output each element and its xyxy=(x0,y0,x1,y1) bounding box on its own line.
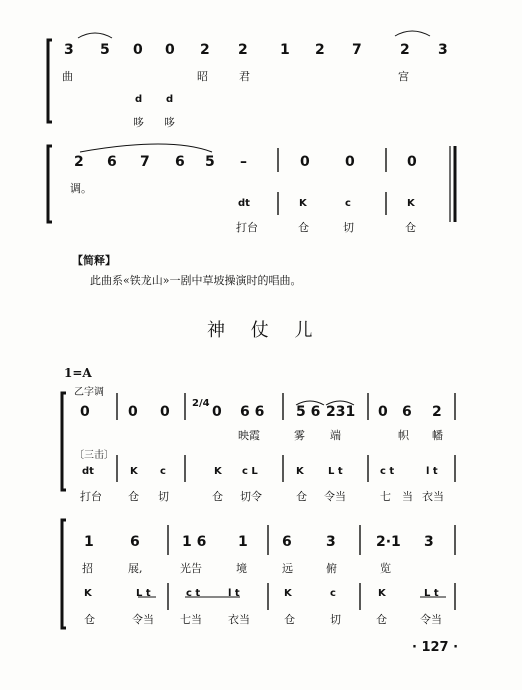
s3-perc: L t xyxy=(328,466,343,477)
s3-perc-lyric: 切 xyxy=(158,490,169,503)
s2-note: 7 xyxy=(140,154,150,170)
s4-lyric: 览 xyxy=(380,562,391,575)
s1-note: 2 xyxy=(200,42,210,58)
s1-note: 0 xyxy=(133,42,143,58)
s4-perc: L t xyxy=(424,588,439,599)
s1-note: 7 xyxy=(352,42,362,58)
s4-lyric: 光告 xyxy=(180,562,202,575)
s3-perc-lyric: 当 xyxy=(402,490,413,503)
s4-perc: c xyxy=(330,588,336,599)
s3-note: 5 6 xyxy=(296,404,321,420)
s4-perc-lyric: 七当 xyxy=(180,613,202,626)
s3-lyric: 幡 xyxy=(432,429,443,442)
s3-lyric: 帜 xyxy=(398,429,409,442)
s3-note: 0 xyxy=(160,404,170,420)
mode-label: 乙字调 xyxy=(74,387,104,398)
s4-note: 1 xyxy=(238,534,248,550)
s3-perc: K xyxy=(296,466,304,477)
s1-lyric: 昭 xyxy=(197,70,208,83)
s4-lyric: 招 xyxy=(82,562,93,575)
s2-perc: K xyxy=(299,198,307,209)
s4-lyric: 境 xyxy=(236,562,247,575)
s1-note: 2 xyxy=(400,42,410,58)
s2-perc-lyric: 仓 xyxy=(298,221,309,234)
s4-note: 6 xyxy=(130,534,140,550)
s3-perc: l t xyxy=(426,466,438,477)
s4-note: 1 xyxy=(84,534,94,550)
s4-note: 2·1 xyxy=(376,534,401,550)
s4-perc-lyric: 仓 xyxy=(376,613,387,626)
s3-note: 0 xyxy=(378,404,388,420)
s4-perc: c t xyxy=(186,588,201,599)
s2-note: – xyxy=(240,154,247,170)
s3-lyric: 映霞 xyxy=(238,429,260,442)
s3-perc-lyric: 打台 xyxy=(80,490,102,503)
s4-lyric: 俯 xyxy=(326,562,337,575)
s3-perc-lyric: 仓 xyxy=(212,490,223,503)
s4-perc-lyric: 衣当 xyxy=(228,613,250,626)
s4-perc-lyric: 仓 xyxy=(284,613,295,626)
song-title: 神 仗 儿 xyxy=(207,320,323,341)
key-signature: 1=A xyxy=(64,366,92,380)
s1-perc: d xyxy=(166,94,174,105)
s3-note: 2 xyxy=(432,404,442,420)
s3-perc-lyric: 七 xyxy=(380,490,391,503)
s1-perc-lyric: 哆 xyxy=(133,116,144,129)
s1-perc-lyric: 哆 xyxy=(164,116,175,129)
s3-perc: c t xyxy=(380,466,395,477)
s2-note: 0 xyxy=(300,154,310,170)
s4-note: 1 6 xyxy=(182,534,207,550)
s1-lyric: 宫 xyxy=(398,70,409,83)
s1-note: 3 xyxy=(438,42,448,58)
s4-perc-lyric: 切 xyxy=(330,613,341,626)
s1-lyric: 曲 xyxy=(62,70,73,83)
s2-note: 6 xyxy=(107,154,117,170)
s3-perc-lyric: 仓 xyxy=(296,490,307,503)
s2-note: 5 xyxy=(205,154,215,170)
s3-lyric: 端 xyxy=(330,429,341,442)
s3-perc-lyric: 切令 xyxy=(240,490,262,503)
s4-perc: K xyxy=(84,588,92,599)
s3-perc: c xyxy=(160,466,166,477)
s3-note: 6 xyxy=(402,404,412,420)
s4-perc: l t xyxy=(228,588,240,599)
s3-perc: K xyxy=(130,466,138,477)
s4-perc-lyric: 令当 xyxy=(132,613,154,626)
s3-perc-lyric: 令当 xyxy=(324,490,346,503)
system1-bracket xyxy=(48,40,52,122)
s4-lyric: 远 xyxy=(282,562,293,575)
s4-lyric: 展, xyxy=(128,562,143,575)
s3-note: 0 xyxy=(80,404,90,420)
notes-body: 此曲系«铁龙山»一剧中草坡操演时的唱曲。 xyxy=(90,274,302,287)
s4-perc: K xyxy=(378,588,386,599)
s1-note: 1 xyxy=(280,42,290,58)
system2-bracket xyxy=(48,146,52,222)
notes-header: 【简释】 xyxy=(72,254,116,267)
s2-note: 6 xyxy=(175,154,185,170)
s4-perc: K xyxy=(284,588,292,599)
s1-note: 3 xyxy=(64,42,74,58)
s3-time-signature: 2/4 xyxy=(192,398,210,409)
s3-note: 231 xyxy=(326,404,356,420)
s4-note: 3 xyxy=(424,534,434,550)
s3-note: 6 6 xyxy=(240,404,265,420)
s4-perc-lyric: 仓 xyxy=(84,613,95,626)
sanji-label: 〔三击〕 xyxy=(74,450,114,461)
s3-perc: c L xyxy=(242,466,258,477)
s3-perc-lyric: 仓 xyxy=(128,490,139,503)
s2-lyric: 调。 xyxy=(70,182,92,195)
s3-note: 0 xyxy=(128,404,138,420)
s3-lyric: 雾 xyxy=(294,429,305,442)
s4-note: 6 xyxy=(282,534,292,550)
s4-note: 3 xyxy=(326,534,336,550)
s3-note: 0 xyxy=(212,404,222,420)
s3-perc: K xyxy=(214,466,222,477)
s2-note: 0 xyxy=(345,154,355,170)
s2-perc-lyric: 切 xyxy=(343,221,354,234)
s1-note: 2 xyxy=(238,42,248,58)
s1-note: 5 xyxy=(100,42,110,58)
s2-note: 2 xyxy=(74,154,84,170)
s4-perc: L t xyxy=(136,588,151,599)
s2-perc: c xyxy=(345,198,351,209)
s2-note: 0 xyxy=(407,154,417,170)
s2-perc-lyric: 打台 xyxy=(236,221,258,234)
s3-perc: dt xyxy=(82,466,94,477)
s2-perc: dt xyxy=(238,198,250,209)
s2-perc-lyric: 仓 xyxy=(405,221,416,234)
s1-note: 2 xyxy=(315,42,325,58)
s2-perc: K xyxy=(407,198,415,209)
s1-note: 0 xyxy=(165,42,175,58)
page-number: · 127 · xyxy=(412,640,459,655)
s3-perc-lyric: 衣当 xyxy=(422,490,444,503)
s1-lyric: 君 xyxy=(239,70,250,83)
s4-perc-lyric: 令当 xyxy=(420,613,442,626)
s1-perc: d xyxy=(135,94,143,105)
